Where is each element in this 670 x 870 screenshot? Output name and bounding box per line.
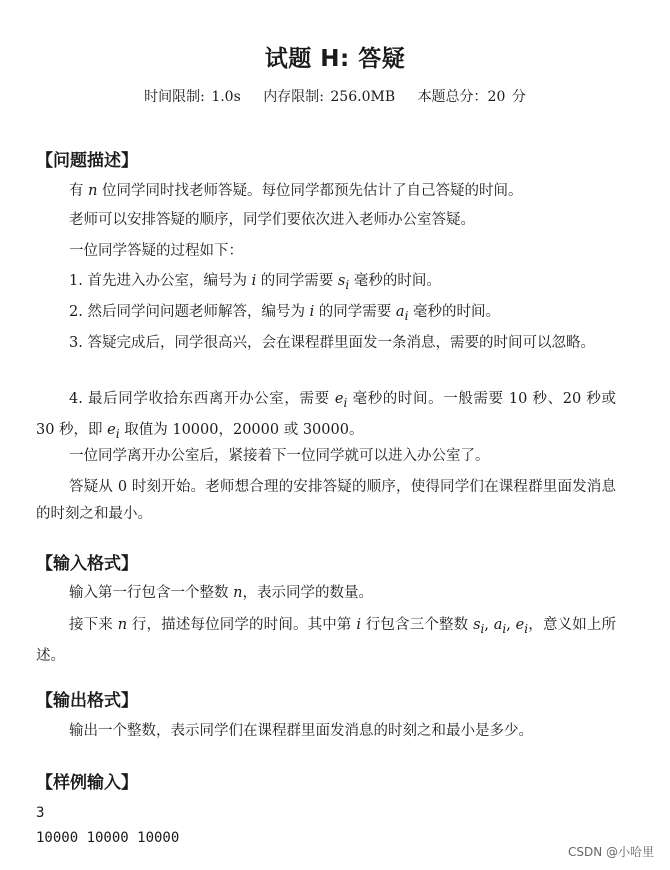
- section-input: 【输入格式】: [36, 554, 138, 574]
- sample-line-2: 10000 10000 10000: [36, 830, 180, 846]
- sample-line-1: 3: [36, 805, 45, 821]
- desc-paragraph-1: 有 n 位同学同时找老师答疑。每位同学都预先估计了自己答疑的时间。: [69, 183, 523, 199]
- section-output: 【输出格式】: [36, 691, 138, 711]
- desc-step-3: 3. 答疑完成后，同学很高兴，会在课程群里面发一条消息，需要的时间可以忽略。: [69, 335, 595, 351]
- desc-paragraph-2: 老师可以安排答疑的顺序，同学们要依次进入老师办公室答疑。: [69, 212, 475, 228]
- input-paragraph-2: 接下来 n 行，描述每位同学的时间。其中第 i 行包含三个整数 $s_i$, $a_i$, $e_i$，意义如上所述。: [36, 617, 617, 664]
- section-sample-input: 【样例输入】: [36, 773, 138, 793]
- limits-line: [0, 86, 670, 106]
- desc-step-4: 4. 最后同学收拾东西离开办公室，需要 $e_i$ 毫秒的时间。一般需要 10 秒、20 秒或 30 秒，即 $e_i$ 取值为 10000，20000 或 30000。: [36, 391, 616, 441]
- output-paragraph-1: 输出一个整数，表示同学们在课程群里面发消息的时刻之和最小是多少。: [69, 723, 533, 739]
- time-limit: 时间限制: 1.0s: [144, 89, 241, 105]
- watermark: CSDN @小哈里: [567, 845, 654, 859]
- total-score: 本题总分：20 分: [417, 89, 526, 105]
- input-paragraph-1: 输入第一行包含一个整数 n，表示同学的数量。: [69, 585, 373, 601]
- desc-paragraph-8: 一位同学离开办公室后，紧接着下一位同学就可以进入办公室了。: [69, 448, 490, 464]
- desc-paragraph-3: 一位同学答疑的过程如下：: [69, 243, 243, 259]
- desc-step-1: 1. 首先进入办公室，编号为 i 的同学需要 $s_i$ 毫秒的时间。: [69, 273, 441, 292]
- problem-title: 试题 H: 答疑: [264, 46, 406, 72]
- desc-step-2: 2. 然后同学问问题老师解答，编号为 i 的同学需要 $a_i$ 毫秒的时间。: [69, 304, 501, 323]
- memory-limit: 内存限制: 256.0MB: [263, 89, 396, 105]
- section-description: 【问题描述】: [36, 151, 138, 171]
- desc-paragraph-9: 答疑从 0 时刻开始。老师想合理的安排答疑的顺序，使得同学们在课程群里面发消息的时刻之和最小。: [36, 479, 616, 522]
